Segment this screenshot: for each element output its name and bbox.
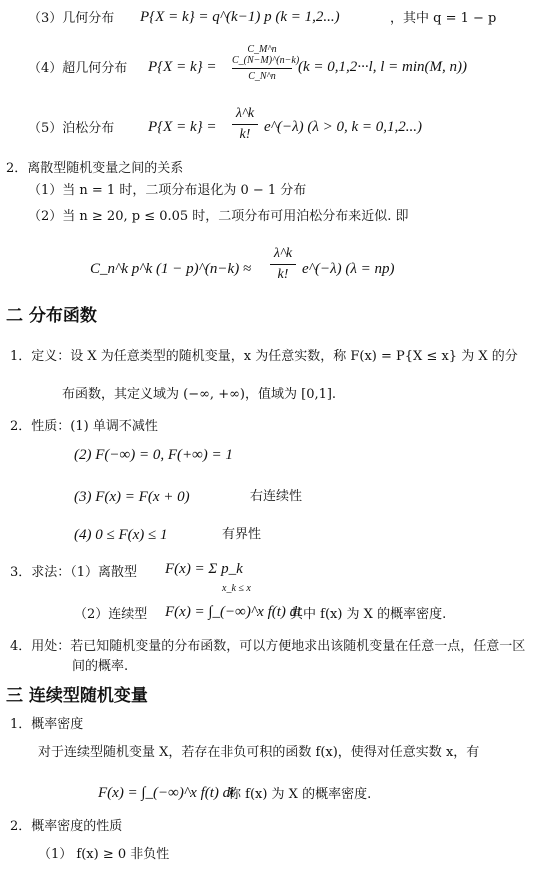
section-3-heading: 三 连续型随机变量: [6, 686, 148, 706]
property-3: (3) F(x) = F(x + 0): [74, 489, 190, 505]
usage-line-1: 4．用处：若已知随机变量的分布函数，可以方便地求出该随机变量在任意一点，任意一区: [10, 639, 526, 654]
geometric-note: ，其中 q = 1 − p: [390, 11, 497, 26]
method-continuous-formula: F(x) = ∫_(−∞)^x f(t) dt: [165, 604, 302, 620]
density-property-1: （1） f(x) ≥ 0 非负性: [38, 847, 170, 862]
hypergeometric-rhs: (k = 0,1,2···l, l = min(M, n)): [298, 59, 467, 75]
method-discrete-formula: F(x) = Σ p_k: [165, 561, 243, 577]
method-continuous-note: 其中 f(x) 为 X 的概率密度.: [290, 607, 447, 622]
relation-title: 2．离散型随机变量之间的关系: [6, 161, 184, 176]
relation-item-1: （1）当 n = 1 时，二项分布退化为 0 − 1 分布: [28, 183, 307, 198]
density-text: 对于连续型随机变量 X，若存在非负可积的函数 f(x)，使得对任意实数 x，有: [38, 745, 480, 760]
poisson-lhs: P{X = k} =: [148, 119, 217, 135]
density-property-title: 2．概率密度的性质: [10, 819, 123, 834]
approx-fraction: [270, 246, 296, 283]
fraction-bar: [232, 68, 292, 69]
approx-lhs: C_n^k p^k (1 − p)^(n−k) ≈: [90, 261, 252, 277]
property-3-note: 右连续性: [250, 489, 303, 504]
property-2: (2) F(−∞) = 0, F(+∞) = 1: [74, 447, 233, 463]
hypergeometric-fraction: [232, 44, 300, 82]
fraction-bar: [232, 124, 258, 125]
poisson-rhs: e^(−λ) (λ > 0, k = 0,1,2...): [264, 119, 422, 135]
section-2-heading: 二 分布函数: [6, 306, 97, 326]
poisson-label: （5）泊松分布: [28, 121, 115, 136]
property-4: (4) 0 ≤ F(x) ≤ 1: [74, 527, 168, 543]
poisson-fraction: [232, 106, 258, 143]
definition-line-1: 1．定义：设 X 为任意类型的随机变量，x 为任意实数，称 F(x) = P{X ≤ x} 为 X 的分: [10, 349, 518, 364]
approx-numerator: λ^k: [273, 246, 293, 261]
poisson-numerator: λ^k: [235, 106, 255, 121]
approx-denominator: k!: [277, 267, 289, 282]
poisson-denominator: k!: [239, 127, 251, 142]
geometric-label: （3）几何分布: [28, 11, 115, 26]
property-title: 2．性质：(1) 单调不减性: [10, 419, 158, 434]
density-note: 称 f(x) 为 X 的概率密度.: [228, 787, 372, 802]
relation-item-2: （2）当 n ≥ 20, p ≤ 0.05 时，二项分布可用泊松分布来近似. 即: [28, 209, 409, 224]
density-formula: F(x) = ∫_(−∞)^x f(t) dt: [98, 785, 235, 801]
method-discrete-subscript: x_k ≤ x: [222, 583, 251, 594]
geometric-formula: P{X = k} = q^(k−1) p (k = 1,2...): [140, 9, 340, 25]
fraction-bar: [270, 264, 296, 265]
method-continuous-label: （2）连续型: [74, 607, 148, 622]
approx-rhs: e^(−λ) (λ = np): [302, 261, 395, 277]
density-title: 1．概率密度: [10, 717, 84, 732]
method-discrete-label: 3．求法：（1）离散型: [10, 565, 138, 580]
definition-line-2: 布函数，其定义域为 (−∞, +∞)，值域为 [0,1].: [62, 387, 337, 402]
property-4-note: 有界性: [222, 527, 262, 542]
hypergeometric-lhs: P{X = k} =: [148, 59, 217, 75]
hypergeometric-numerator: C_M^n C_(N−M)^(n−k): [232, 44, 300, 66]
hypergeometric-denominator: C_N^n: [248, 71, 276, 82]
hypergeometric-label: （4）超几何分布: [28, 61, 128, 76]
usage-line-2: 间的概率.: [72, 659, 129, 674]
